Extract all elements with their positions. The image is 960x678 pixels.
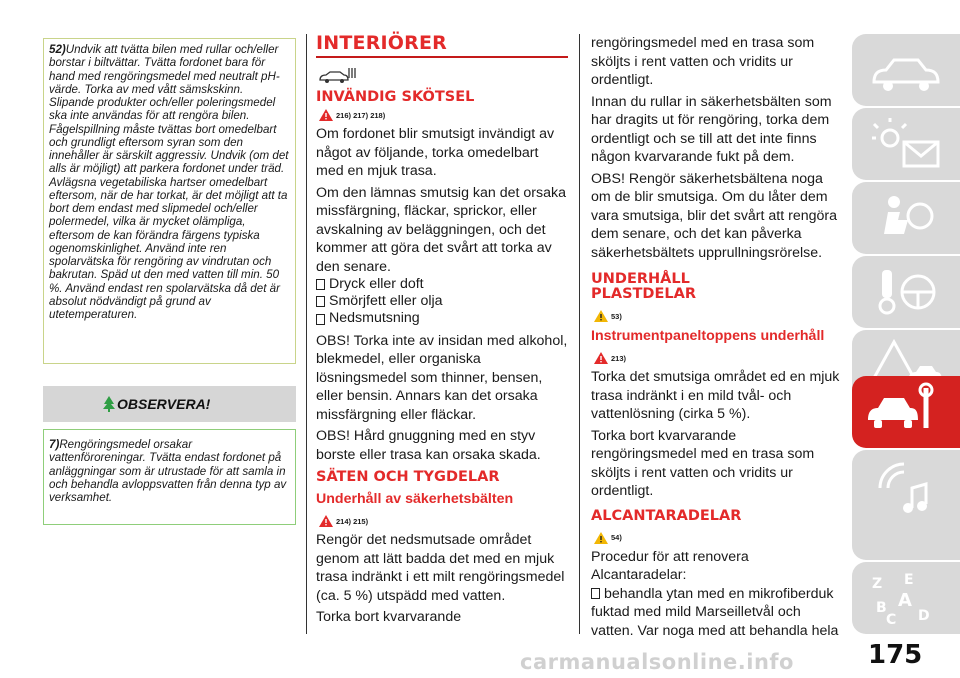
paragraph: Om fordonet blir smutsigt invändigt av något av följande, torka omedelbart med en mjuk trasa. — [316, 126, 555, 179]
note-box — [43, 429, 296, 525]
refs-text: 216) 217) 218) — [336, 110, 386, 120]
svg-text:C: C — [886, 612, 897, 626]
paragraph: OBS! Rengör säkerhetsbältena noga om de blir smutsiga. Om du låter dem vara smutsiga, blir det svårt att rengöra dem senare, och det kan påverka säkerhetsbältets upprullningsrörelse. — [591, 170, 838, 261]
svg-text:E: E — [904, 572, 914, 588]
list-item-text: Smörjfett eller olja — [329, 293, 443, 310]
list-item-text: Dryck eller doft — [329, 276, 424, 292]
checkbox-icon — [316, 296, 325, 307]
warning-triangle-icon — [319, 109, 333, 121]
chapter-tab-vehicle[interactable] — [852, 34, 960, 106]
chapter-tab-index[interactable] — [852, 562, 960, 634]
left-column — [43, 38, 296, 525]
warning-refs — [594, 532, 843, 544]
car-wash-icon — [318, 66, 358, 84]
chapter-tab-warnings[interactable] — [852, 108, 960, 180]
paragraph: OBS! Torka inte av insidan med alkohol, blekmedel, eller organiska lösningsmedel som thinner, bensen, eller bensin. Annars kan det orsaka missfärgning eller fläckar. — [316, 332, 568, 423]
paragraph: Procedur för att renovera Alcantaradelar: — [591, 548, 749, 583]
tree-icon — [103, 396, 115, 412]
svg-text:A: A — [898, 590, 912, 611]
warning-refs — [594, 310, 843, 322]
key-wheel-icon — [868, 264, 944, 320]
svg-text:D: D — [918, 608, 930, 624]
alphabet-index-icon — [868, 570, 944, 626]
refs-text: 214) 215) — [336, 516, 369, 526]
paragraph: Torka det smutsiga området ed en mjuk trasa indränkt i en mild tvål- och vattenlösning (cirka 5 %). — [591, 369, 840, 422]
checkbox-icon — [591, 588, 600, 599]
list-item — [316, 276, 568, 293]
list-item-text: Nedsmutsning — [329, 310, 420, 327]
section-heading: UNDERHÅLL PLASTDELAR — [591, 271, 696, 302]
paragraph: rengöringsmedel med en trasa som sköljts i rent vatten och vridits ur ordentligt. — [591, 35, 815, 88]
middle-column — [316, 32, 568, 630]
list-item — [316, 293, 568, 310]
chapter-tab-maintenance[interactable] — [852, 376, 960, 448]
checkbox-icon — [316, 279, 325, 290]
warning-refs — [594, 352, 843, 364]
warning-paragraph — [49, 43, 291, 321]
list-item — [316, 310, 568, 327]
svg-text:B: B — [876, 600, 887, 616]
right-column — [591, 34, 843, 643]
section-heading: ALCANTARADELAR — [591, 507, 742, 524]
light-envelope-icon — [868, 116, 944, 172]
paragraph: Torka bort kvarvarande rengöringsmedel med en trasa som sköljts i rent vatten och vridits ur ordentligt. — [591, 427, 815, 499]
sub-heading: Instrumentpaneltoppens underhåll — [591, 328, 825, 344]
chapter-tab-driving[interactable] — [852, 256, 960, 328]
title-rule — [316, 56, 568, 58]
svg-text:Z: Z — [872, 576, 883, 592]
list-item — [591, 585, 843, 641]
chapter-title: INTERIÖRER — [316, 32, 448, 54]
caution-triangle-icon — [594, 310, 608, 322]
refs-text: 213) — [611, 353, 627, 363]
section-heading: SÄTEN OCH TYGDELAR — [316, 469, 500, 486]
car-dashboard-icon — [868, 42, 944, 98]
signal-music-icon — [868, 458, 944, 538]
watermark: carmanualsonline.info — [520, 650, 794, 674]
column-divider — [579, 34, 580, 634]
seat-airbag-icon — [868, 190, 944, 246]
note-text: Rengöringsmedel orsakar vattenföroreningar. Tvätta endast fordonet på anläggningar som är utrustade för att samla in och behandla avloppsvatten från denna typ av verksamhet. — [49, 438, 287, 504]
chapter-tab-multimedia[interactable] — [852, 450, 960, 560]
paragraph: Innan du rullar in säkerhetsbälten som har dragits ut för rengöring, torka dem ordentligt och se till att det inte finns någon kvarvarande fukt på dem. — [591, 93, 832, 165]
paragraph: OBS! Hård gnuggning med en styv borste eller trasa kan orsaka skada. — [316, 428, 541, 463]
list-item-text: behandla ytan med en mikrofiberduk fuktad med mild Marseilletvål och vatten. Var noga med att behandla hela — [591, 585, 839, 639]
refs-text: 54) — [611, 533, 622, 542]
obs-header — [43, 386, 296, 422]
paragraph: Torka bort kvarvarande — [316, 609, 462, 626]
warning-text: Undvik att tvätta bilen med rullar och/eller borstar i biltvättar. Tvätta fordonet bara för hand med rengöringsmedel med neutralt pH-värde. Torka av med vått sämskskinn. Slipande produkter och/eller poleringsmedel ska inte användas för att rengöra bilen. Fågelspillning måste tvättas bort omedelbart och grundligt eftersom syran som den innehåller är särskilt aggressiv. Undvik (om det alls är möjligt) att parkera fordonet under träd. Avlägsna vegetabiliska hartser omedelbart eftersom, när de har torkat, är det möjligt att ta bort dem endast med slipmedel och/eller polermedel, vilka är mycket olämpliga, eftersom de kan förändra färgens typiska ogenomskinlighet. Använd inte ren spolarvätska för rengöring av vindrutan och bakrutan. Späd ut den med vatten till min. 50 %. Använd endast ren spolarvätska då det är absolut nödvändigt på grund av utetemperaturen. — [49, 43, 289, 321]
warning-triangle-icon — [594, 352, 608, 364]
chapter-tab-safety[interactable] — [852, 182, 960, 254]
refs-text: 53) — [611, 311, 622, 321]
car-wrench-icon — [864, 380, 940, 436]
warning-triangle-icon — [319, 515, 333, 527]
warning-box — [43, 38, 296, 364]
paragraph: Om den lämnas smutsig kan det orsaka missfärgning, fläckar, sprickor, eller avskalning av beläggningen, och det kommer att göra det svårt att torka av den senare. — [316, 184, 566, 275]
column-divider — [306, 34, 307, 634]
checkbox-icon — [316, 314, 325, 325]
note-number: 7) — [49, 438, 60, 451]
section-heading: INVÄNDIG SKÖTSEL — [316, 89, 475, 105]
note-paragraph — [49, 438, 291, 504]
paragraph: Rengör det nedsmutsade området genom att lätt badda det med en mjuk trasa indränkt i ett milt rengöringsmedel (ca. 5 %) utspädd med vatten. — [316, 532, 565, 604]
warning-refs — [319, 515, 568, 527]
caution-triangle-icon — [594, 532, 608, 544]
warning-refs — [319, 109, 568, 121]
warning-number: 52) — [49, 43, 66, 56]
obs-label: OBSERVERA! — [117, 396, 211, 412]
sub-heading: Underhåll av säkerhetsbälten — [316, 491, 514, 508]
page-number: 175 — [868, 640, 923, 670]
